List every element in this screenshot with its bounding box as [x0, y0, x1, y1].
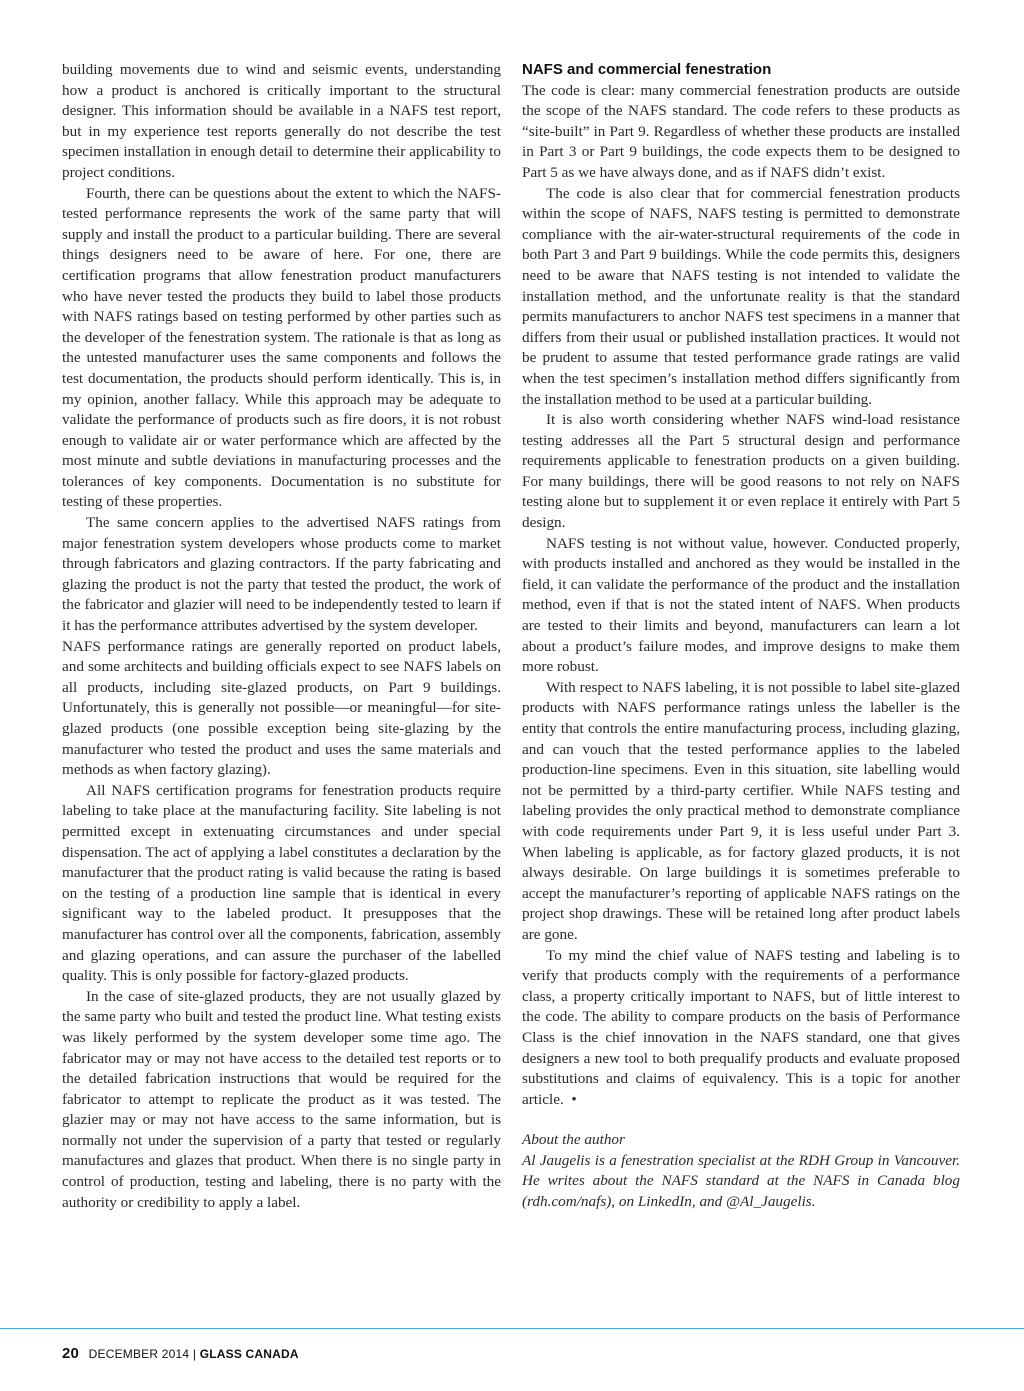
body-paragraph: The code is also clear that for commercial fenestration products within the scope of NAFS, NAFS testing is permitted to demonstrate compliance with the air-water-structural requirements of the code in both Part 3 and Part 9 buildings. While the code permits this, designers need to be aware that NAFS testing is not intended to validate the installation method, and the unfortunate reality is that the standard permits manufacturers to anchor NAFS test specimens in a manner that differs from their usual or published installation practices. It would not be prudent to assume that tested performance grade ratings are valid when the test specimen’s installation method differs significantly from the installation method to be used at a particular building.	[522, 184, 960, 408]
issue-date: DECEMBER 2014 |	[88, 1347, 197, 1361]
left-column	[62, 60, 501, 1213]
about-the-author	[522, 1130, 960, 1212]
footer-rule	[0, 1328, 1024, 1329]
section-heading: NAFS and commercial fenestration	[522, 61, 772, 78]
body-paragraph	[522, 946, 960, 1111]
end-of-article-mark: •	[571, 1090, 577, 1108]
body-paragraph: All NAFS certification programs for fenestration products require labeling to take place at the manufacturing facility. Site labeling is not permitted except in extenuating circumstances and under special dispensation. The act of applying a label constitutes a declaration by the manufacturer that the product rating is valid because the rating is based on the testing of a production line sample that is identical in every significant way to the labeled product. It presupposes that the manufacturer has control over all the components, fabrication, assembly and glazing operations, and can assure the purchaser of the labelled quality. This is only possible for factory-glazed products.	[62, 781, 501, 985]
body-paragraph: The same concern applies to the advertised NAFS ratings from major fenestration system developers whose products come to market through fabricators and glazing contractors. If the party fabricating and glazing the product is not the party that tested the product, the work of the fabricator and glazier will need to be independently tested to learn if it has the performance attributes advertised by the system developer.	[62, 514, 501, 635]
body-paragraph: It is also worth considering whether NAFS wind-load resistance testing addresses all the Part 5 structural design and performance requirements applicable to fenestration products on a given building. For many buildings, there will be good reasons to not rely on NAFS testing alone but to supplement it or even replace it entirely with Part 5 design.	[522, 411, 960, 532]
body-paragraph: NAFS performance ratings are generally reported on product labels, and some architects and building officials expect to see NAFS labels on all products, including site-glazed products, on Part 9 buildings. Unfortunately, this is generally not possible—or meaningful—for site-glazed products (one possible exception being site-glazing by the manufacturer who tested the product and uses the same materials and methods as when factory glazing).	[62, 637, 501, 779]
page-number: 20	[62, 1345, 80, 1362]
body-paragraph: Fourth, there can be questions about the extent to which the NAFS-tested performance represents the work of the same party that will supply and install the product to a particular building. There are several things designers need to be aware of here. For one, there are certification programs that allow fenestration product manufacturers who have never tested the products they build to label those products with NAFS ratings based on testing performed by other parties such as the developer of the fenestration system. The rationale is that as long as the untested manufacturer uses the same components and follows the test documentation, the products should perform identically. This is, in my opinion, another fallacy. While this approach may be adequate to validate the performance of products such as fire doors, it is not robust enough to validate air or water performance which are affected by the most minute and subtle deviations in manufacturing processes and the tolerances of key components. Documentation is no substitute for testing of these properties.	[62, 184, 501, 511]
publication-name: GLASS CANADA	[199, 1347, 299, 1361]
body-paragraph: NAFS testing is not without value, however. Conducted properly, with products installed and anchored as they would be installed in the field, it can validate the performance of the product and the installation method, even if that is not the stated intent of NAFS. When products are tested to their limits and beyond, manufacturers can learn a lot about a product’s failure modes, and improve designs to make them more robust.	[522, 534, 960, 676]
body-paragraph: building movements due to wind and seismic events, understanding how a product is anchored is critically important to the structural designer. This information should be available in a NAFS test report, but in my experience test reports generally do not describe the test specimen installation in enough detail to determine their applicability to project conditions.	[62, 61, 501, 181]
body-paragraph-text: To my mind the chief value of NAFS testing and labeling is to verify that products comply with the requirements of a performance class, a property critically important to NAFS, but of little interest to the code. The ability to compare products on the basis of Performance Class is the chief innovation in the NAFS standard, one that gives designers a new tool to both prequalify products and evaluate proposed substitutions and claims of equivalency. This is a topic for another article.	[522, 946, 960, 1108]
page-footer	[62, 1345, 299, 1362]
body-paragraph: In the case of site-glazed products, they are not usually glazed by the same party who built and tested the product line. What testing exists was likely performed by the system developer some time ago. The fabricator may or may not have access to the detailed test reports or to the detailed fabrication instructions that would be required for the fabricator to attempt to replicate the product as it was tested. The glazier may or may not have access to the same information, but is normally not under the supervision of a party that tested or regularly manufactures and glazes that product. When there is no single party in control of production, testing and labeling, there is no party with the authority or credibility to apply a label.	[62, 987, 501, 1211]
body-paragraph: The code is clear: many commercial fenestration products are outside the scope of the NAFS standard. The code refers to these products as “site-built” in Part 9. Regardless of whether these products are installed in Part 3 or Part 9 buildings, the code expects them to be designed to Part 5 as we have always done, and as if NAFS didn’t exist.	[522, 81, 960, 181]
body-paragraph: With respect to NAFS labeling, it is not possible to label site-glazed products with NAFS performance ratings unless the labeller is the entity that controls the entire manufacturing process, including glazing, and can vouch that the tested performance applies to the labeled production-line specimens. Even in this situation, site labelling would not be permitted by a third-party certifier. While NAFS testing and labeling provides the only practical method to demonstrate compliance with code requirements under Part 9, it is less useful under Part 3. When labeling is applicable, as for factory glazed products, it is not always desirable. On large buildings it is sometimes preferable to accept the manufacturer’s reporting of applicable NAFS ratings on the project shop drawings. These will be retained long after product labels are gone.	[522, 678, 960, 943]
about-title: About the author	[522, 1131, 625, 1149]
author-bio: Al Jaugelis is a fenestration specialist at the RDH Group in Vancouver. He writes about the NAFS standard at the NAFS in Canada blog (rdh.com/nafs), on LinkedIn, and @Al_Jaugelis.	[522, 1151, 960, 1211]
right-column	[522, 60, 960, 1213]
